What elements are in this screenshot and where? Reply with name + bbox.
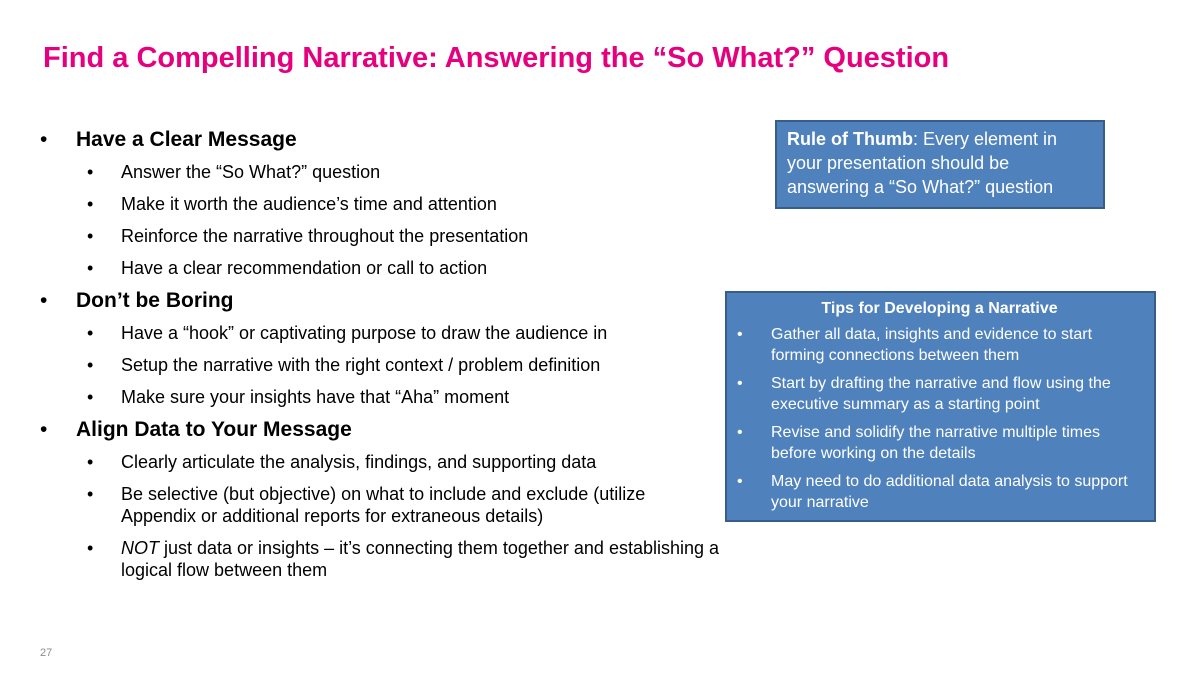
tip-item-text: Revise and solidify the narrative multiple times before working on the details xyxy=(771,424,1101,462)
sub-bullet-list xyxy=(40,322,720,408)
section-heading-text: Have a Clear Message xyxy=(76,128,297,151)
list-item-text: Make sure your insights have that “Aha” moment xyxy=(121,387,510,407)
list-item xyxy=(40,257,720,279)
list-item-text: Setup the narrative with the right context / problem definition xyxy=(121,355,601,375)
list-item-rest: just data or insights – it’s connecting them together and establishing a logical flow between them xyxy=(121,538,720,580)
tip-item xyxy=(737,422,1142,464)
list-item xyxy=(40,386,720,408)
bullet-icon: • xyxy=(87,323,94,343)
bullet-icon: • xyxy=(40,418,48,441)
bullet-icon: • xyxy=(40,289,48,312)
bullet-icon: • xyxy=(87,387,94,407)
bullet-icon: • xyxy=(87,355,94,375)
list-item xyxy=(40,483,720,527)
list-item-text: Have a “hook” or captivating purpose to draw the audience in xyxy=(121,323,608,343)
list-item xyxy=(40,322,720,344)
rule-of-thumb-box xyxy=(775,120,1105,209)
list-item-text: Make it worth the audience’s time and attention xyxy=(121,194,497,214)
section-heading xyxy=(40,416,720,448)
tip-item xyxy=(737,324,1142,366)
bullet-icon: • xyxy=(40,128,48,151)
section-heading xyxy=(40,287,720,319)
list-item-text xyxy=(121,538,719,580)
section-heading-text: Don’t be Boring xyxy=(76,289,234,312)
list-item-text: Be selective (but objective) on what to include and exclude (utilize Appendix or additional reports for extraneous details) xyxy=(121,484,646,526)
bullet-icon: • xyxy=(87,538,94,558)
list-item-emphasis: NOT xyxy=(121,538,159,558)
bullet-icon: • xyxy=(737,375,743,392)
list-item xyxy=(40,193,720,215)
section-heading-text: Align Data to Your Message xyxy=(76,418,352,441)
tips-box xyxy=(725,291,1156,522)
sub-bullet-list xyxy=(40,451,720,581)
section-dont-be-boring xyxy=(40,287,720,408)
tip-item xyxy=(737,471,1142,513)
sub-bullet-list xyxy=(40,161,720,279)
list-item-text: Clearly articulate the analysis, findings, and supporting data xyxy=(121,452,597,472)
list-item xyxy=(40,225,720,247)
section-align-data xyxy=(40,416,720,581)
tip-item-text: Start by drafting the narrative and flow using the executive summary as a starting point xyxy=(771,375,1111,413)
list-item-text: Reinforce the narrative throughout the presentation xyxy=(121,226,529,246)
tip-item xyxy=(737,373,1142,415)
slide-title: Find a Compelling Narrative: Answering the “So What?” Question xyxy=(43,42,950,74)
tip-item-text: Gather all data, insights and evidence to start forming connections between them xyxy=(771,326,1093,364)
bullet-icon: • xyxy=(87,484,94,504)
bullet-icon: • xyxy=(737,326,743,343)
list-item-text: Answer the “So What?” question xyxy=(121,162,381,182)
list-item xyxy=(40,537,720,581)
list-item-text: Have a clear recommendation or call to action xyxy=(121,258,488,278)
page-number: 27 xyxy=(40,647,53,659)
list-item xyxy=(40,161,720,183)
bullet-icon: • xyxy=(737,424,743,441)
rule-of-thumb-label: Rule of Thumb xyxy=(787,129,913,149)
list-item xyxy=(40,354,720,376)
tips-title: Tips for Developing a Narrative xyxy=(821,300,1058,317)
list-item xyxy=(40,451,720,473)
bullet-icon: • xyxy=(87,194,94,214)
section-heading xyxy=(40,126,720,158)
section-clear-message xyxy=(40,126,720,279)
bullet-icon: • xyxy=(87,452,94,472)
bullet-icon: • xyxy=(87,162,94,182)
rule-of-thumb-text: : Every element in your presentation should be answering a “So What?” question xyxy=(787,129,1058,197)
bullet-icon: • xyxy=(87,258,94,278)
main-bullet-list xyxy=(40,126,720,591)
bullet-icon: • xyxy=(737,473,743,490)
bullet-icon: • xyxy=(87,226,94,246)
tip-item-text: May need to do additional data analysis to support your narrative xyxy=(771,473,1128,511)
